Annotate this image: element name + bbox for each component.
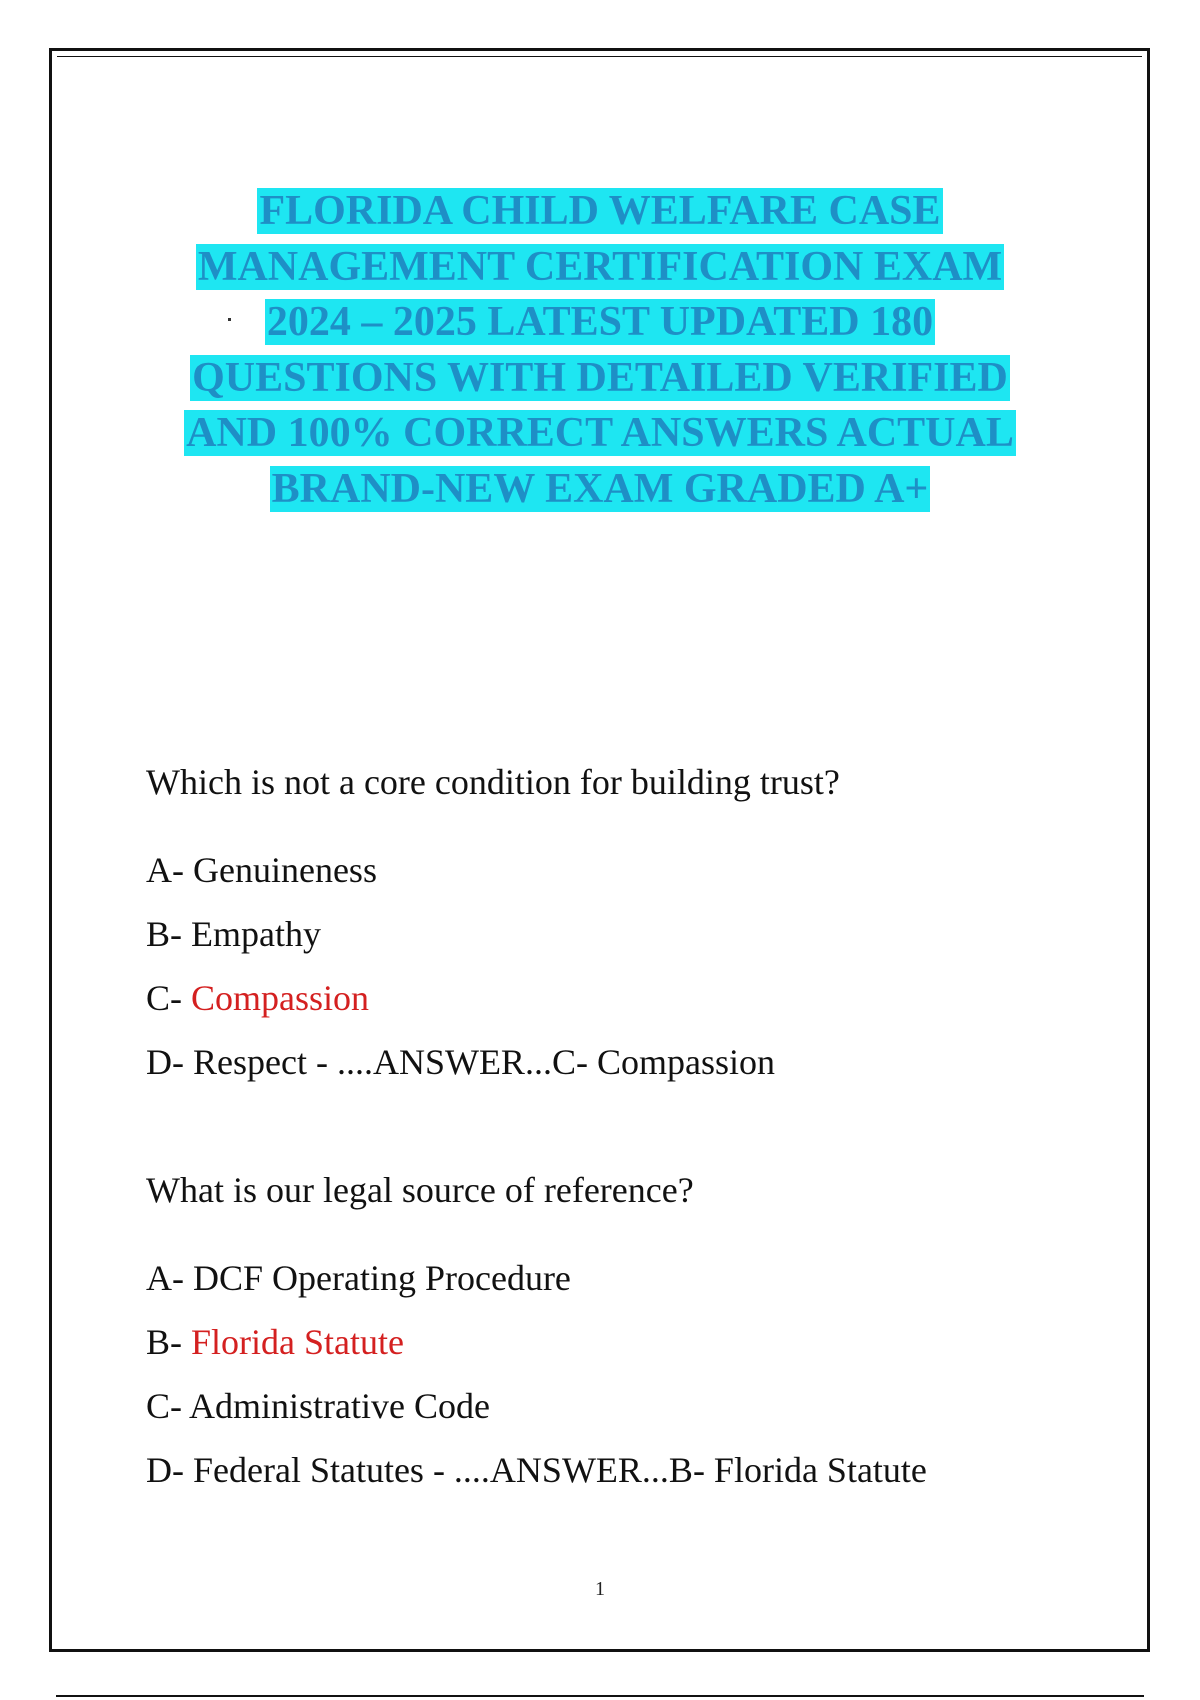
title-line: FLORIDA CHILD WELFARE CASE (259, 188, 941, 234)
option-a: A- Genuineness (146, 850, 377, 890)
option-a: A- DCF Operating Procedure (146, 1258, 571, 1298)
option-c-correct: C- Compassion (146, 978, 370, 1018)
option-list (146, 1256, 1106, 1492)
page-number: 1 (595, 1578, 605, 1600)
document-title (100, 184, 1100, 517)
question-block (146, 1168, 1106, 1492)
title-line: BRAND-NEW EXAM GRADED A+ (271, 465, 929, 512)
next-page-edge (56, 1695, 1144, 1697)
question-list (146, 760, 1106, 1512)
option-list (146, 848, 1106, 1084)
option-b: B- Empathy (146, 914, 321, 954)
correct-answer: Florida Statute (191, 1322, 404, 1362)
option-d: D- Respect - ....ANSWER...C- Compassion (146, 1042, 775, 1082)
question-block (146, 760, 1106, 1084)
option-c: C- Administrative Code (146, 1386, 490, 1426)
title-line: QUESTIONS WITH DETAILED VERIFIED (192, 354, 1008, 401)
title-line: 2024 – 2025 LATEST UPDATED 180 (266, 299, 934, 345)
correct-answer: Compassion (191, 978, 370, 1018)
option-d: D- Federal Statutes - ....ANSWER...B- Florida Statute (146, 1450, 927, 1490)
title-line: AND 100% CORRECT ANSWERS ACTUAL (186, 410, 1014, 456)
option-b-correct: B- Florida Statute (146, 1322, 404, 1362)
stray-mark (228, 318, 231, 321)
question-text: What is our legal source of reference? (146, 1170, 694, 1210)
title-line: MANAGEMENT CERTIFICATION EXAM (197, 243, 1003, 290)
question-text: Which is not a core condition for building trust? (146, 762, 840, 802)
